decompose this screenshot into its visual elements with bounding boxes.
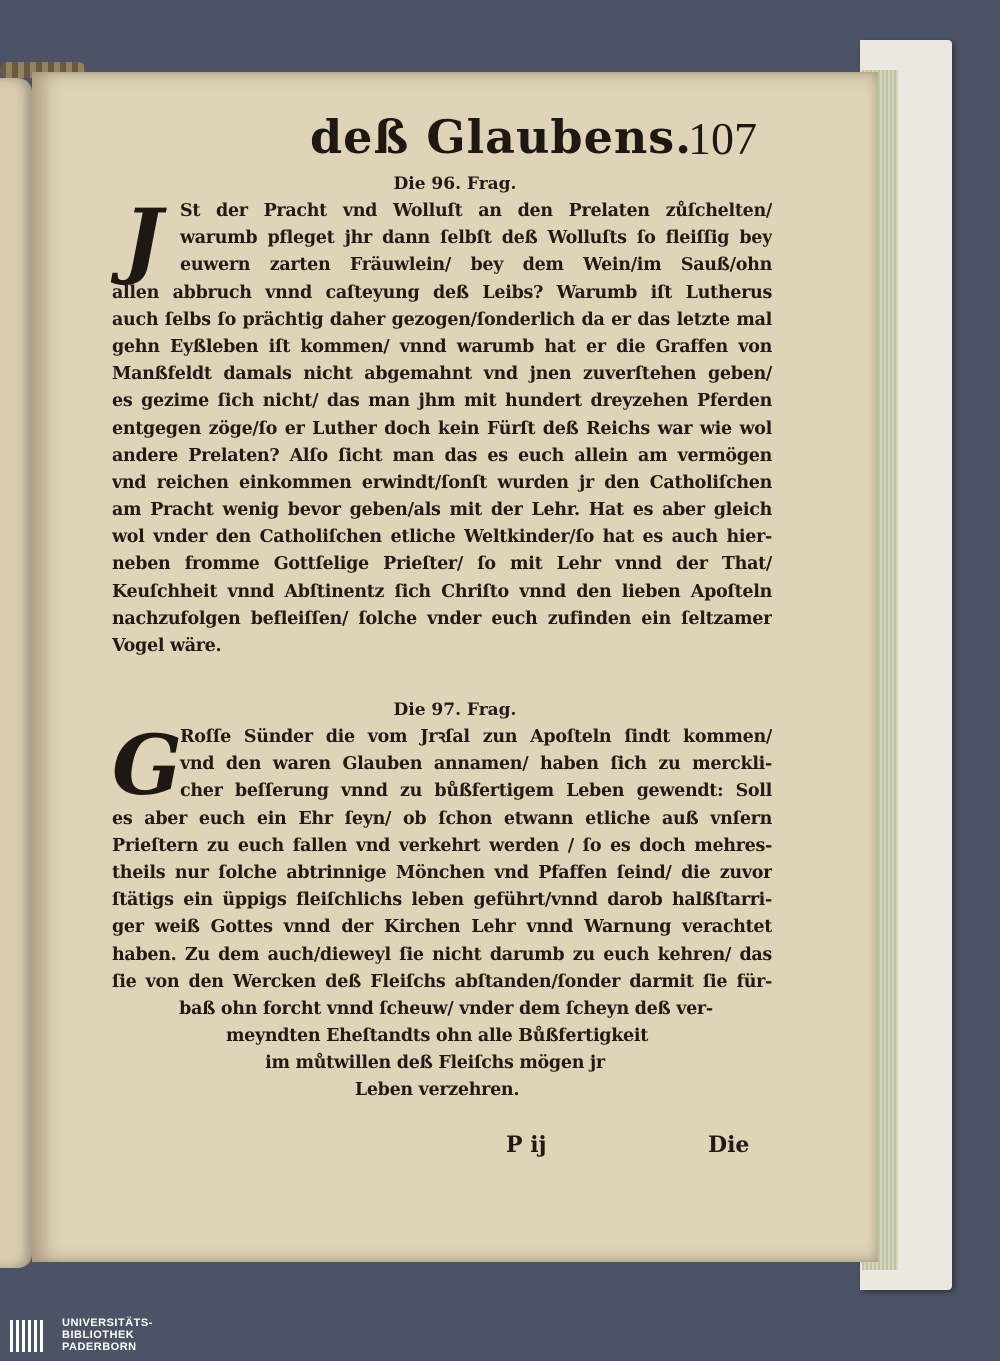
text-line: Roſſe Sünder die vom Jrꝛſal zun Apoſteln ſindt kommen/ — [180, 727, 772, 747]
library-name-line: BIBLIOTHEK — [62, 1329, 135, 1341]
question-96-text — [112, 192, 772, 660]
text-line: nachzufolgen befleiſſen/ ſolche vnder euch zufinden ein ſeltzamer — [112, 608, 772, 629]
text-line: Leben verzehren. — [354, 1080, 520, 1101]
question-97-text — [112, 718, 772, 1105]
page-number: 107 — [688, 113, 757, 164]
library-name — [62, 1317, 153, 1353]
text-line: im můtwillen deß Fleiſchs mögen jr — [265, 1053, 605, 1074]
text-line: Keuſchheit vnnd Abſtinentz ſich Chriſto vnnd den lieben Apoſteln — [112, 581, 772, 602]
text-line: Vogel wäre. — [112, 636, 222, 656]
page-footer — [32, 1132, 878, 1172]
library-name-line: PADERBORN — [62, 1341, 137, 1353]
text-line: wol vnder den Catholiſchen etliche Weltkinder/ſo hat es auch hier- — [112, 527, 772, 548]
text-line: entgegen zöge/ſo er Luther doch kein Fürſt deß Reichs war wie wol — [112, 418, 772, 439]
drop-initial-96: J — [123, 192, 163, 288]
text-line: Manßfeldt damals nicht abgemahnt vnd jnen zuverſtehen geben/ — [112, 364, 772, 385]
catchword: Die — [708, 1132, 750, 1158]
text-line: theils nur ſolche abtrinnige Mönchen vnd Pfaffen ſeind/ die zuvor — [112, 862, 772, 883]
text-line: St der Pracht vnd Wolluſt an den Prelaten zůſchelten/ — [180, 201, 772, 221]
text-line: cher beſſerung vnnd zu bůßfertigem Leben gewendt: Soll — [180, 781, 772, 802]
text-line: euwern zarten Fräuwlein/ bey dem Wein/im Sauß/ohn — [180, 255, 772, 276]
text-line: es gezime ſich nicht/ das man jhm mit hundert dreyzehen Pferden — [112, 391, 772, 412]
text-line: baß ohn forcht vnnd ſcheuw/ vnder dem ſcheyn deß ver- — [179, 998, 713, 1019]
text-line: auch ſelbs ſo prächtig daher gezogen/ſonderlich da er das letzte mal — [112, 309, 772, 330]
text-line: es aber euch ein Ehr ſeyn/ ob ſchon etwann etliche auß vnſern — [112, 808, 772, 829]
page-header — [32, 110, 878, 180]
text-line: am Pracht wenig bevor geben/als mit der Lehr. Hat es aber gleich — [112, 500, 772, 521]
question-96-title: Die 96. Frag. — [393, 174, 517, 194]
library-name-line: UNIVERSITÄTS- — [62, 1317, 153, 1329]
text-line: ger weiß Gottes vnnd der Kirchen Lehr vnnd Warnung verachtet — [112, 917, 772, 938]
text-line: gehn Eyßleben iſt kommen/ vnnd warumb hat er die Graffen von — [112, 336, 772, 357]
library-footer — [0, 1310, 1000, 1361]
text-line: vnd den waren Glauben annamen/ haben ſich zu merckli- — [180, 754, 772, 775]
text-line: vnd reichen einkommen erwindt/ſonſt wurden jr den Catholiſchen — [112, 472, 772, 493]
text-line: warumb pfleget jhr dann ſelbſt deß Wolluſts ſo fleiſſig bey — [180, 228, 772, 249]
question-97-title: Die 97. Frag. — [393, 700, 517, 720]
book-page — [32, 72, 878, 1262]
text-line: meyndten Eheſtandts ohn alle Bůßfertigkeit — [225, 1026, 649, 1047]
text-line: ſie von den Wercken deß Fleiſchs abſtanden/ſonder darmit ſie für- — [112, 971, 772, 992]
text-line: neben fromme Gottſelige Prieſter/ ſo mit Lehr vnnd der That/ — [112, 554, 772, 575]
running-title: deß Glaubens. — [310, 110, 693, 164]
library-logo-icon — [8, 1316, 48, 1356]
text-line: andere Prelaten? Alſo ſicht man das es euch allein am vermögen — [112, 445, 772, 466]
text-line: haben. Zu dem auch/dieweyl ſie nicht darumb zu euch kehren/ das — [112, 944, 772, 965]
text-line: Prieſtern zu euch fallen vnd verkehrt werden / ſo es doch mehres- — [112, 835, 772, 856]
text-line: ſtätigs ein üppigs fleiſchlichs leben geführt/vnnd darob halßſtarri- — [112, 890, 772, 911]
facing-page-edge — [0, 78, 32, 1268]
drop-initial-97: G — [112, 718, 183, 814]
signature-mark: P ij — [506, 1132, 547, 1158]
text-line: allen abbruch vnnd caſteyung deß Leibs? Warumb iſt Lutherus — [112, 282, 772, 303]
